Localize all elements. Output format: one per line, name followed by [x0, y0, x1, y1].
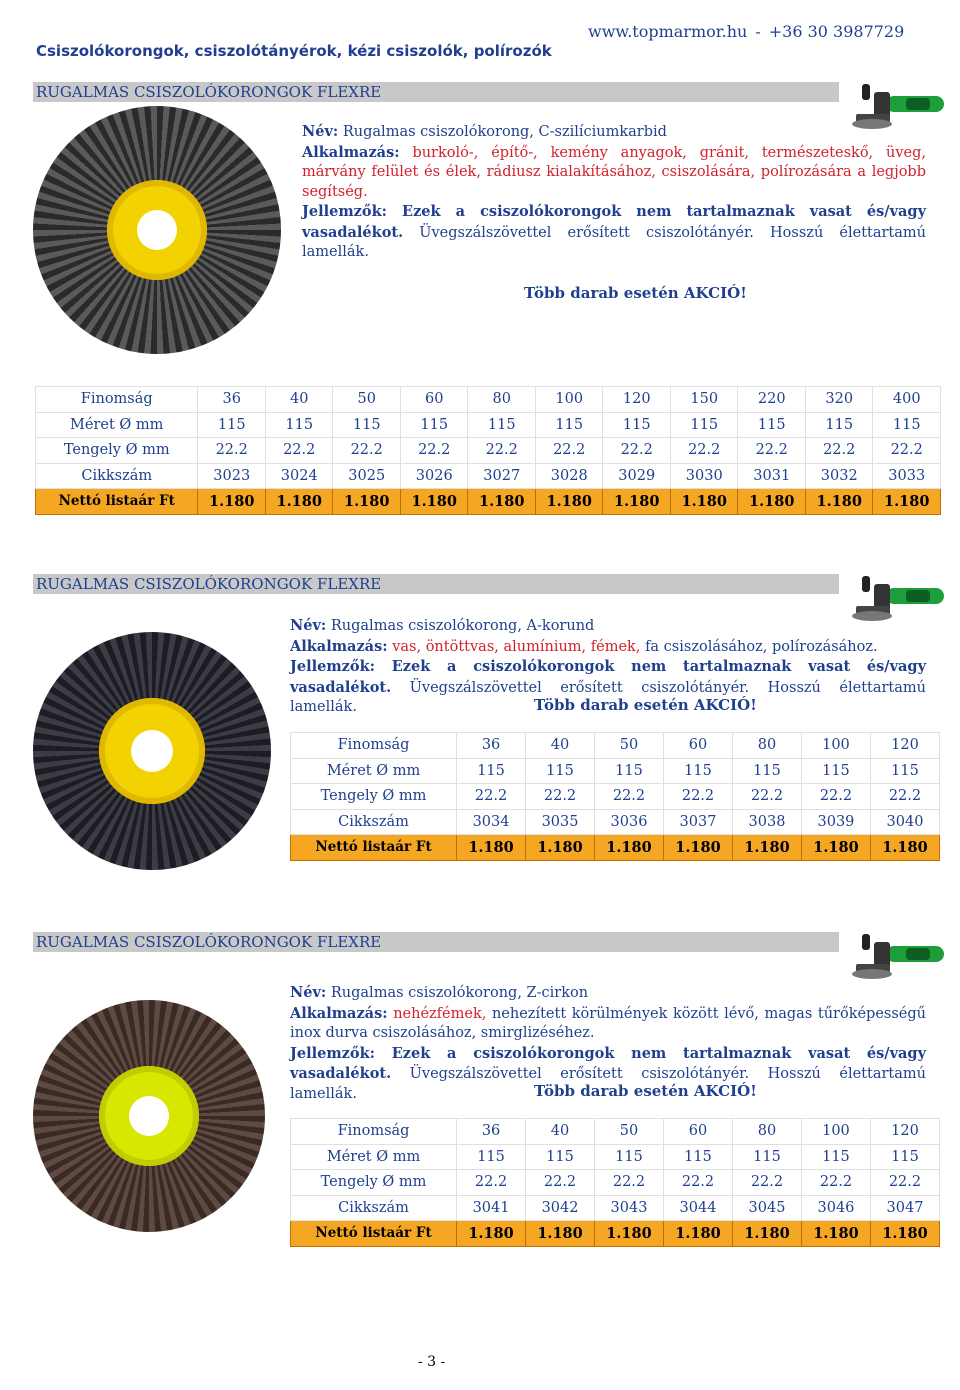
disc-hole	[131, 730, 173, 772]
table-cell: 3040	[870, 809, 939, 835]
table-cell: 3026	[400, 463, 468, 489]
table-cell: 1.180	[805, 489, 873, 515]
table-row-size	[36, 412, 941, 438]
table-cell: 40	[526, 1119, 595, 1145]
table-cell: 1.180	[198, 489, 266, 515]
table-cell: 115	[732, 1144, 801, 1170]
table-cell: 3045	[732, 1195, 801, 1221]
table-cell: 60	[664, 1119, 733, 1145]
table-cell: 115	[457, 758, 526, 784]
features-label: Jellemzők: Ezek a csiszolókorongok nem tartalmaznak vasat és/vagy vasadalékot.	[290, 658, 926, 696]
table-cell: 3031	[738, 463, 806, 489]
table-cell: 22.2	[526, 1170, 595, 1196]
table-cell: 1.180	[603, 489, 671, 515]
page-number: - 3 -	[418, 1354, 446, 1370]
table-cell: 36	[457, 1119, 526, 1145]
table-cell: 3023	[198, 463, 266, 489]
table-cell: 3036	[595, 809, 664, 835]
contact-separator: -	[755, 22, 761, 41]
flap-disc-icon	[33, 632, 271, 870]
table-cell: 3039	[801, 809, 870, 835]
table-cell: 115	[603, 412, 671, 438]
features-text: Üvegszálszövettel erősített csiszolótányér. Hosszú élettartamú lamellák.	[302, 224, 926, 260]
table-cell: 22.2	[457, 784, 526, 810]
table-cell: 1.180	[870, 835, 939, 861]
table-row-arbor	[36, 438, 941, 464]
table-cell: 3042	[526, 1195, 595, 1221]
table-cell: 60	[664, 733, 733, 759]
table-cell: 80	[732, 733, 801, 759]
table-cell: 3033	[873, 463, 941, 489]
table-row-sku	[291, 809, 940, 835]
table-cell: 115	[595, 758, 664, 784]
table-cell: 115	[873, 412, 941, 438]
table-cell: 3037	[664, 809, 733, 835]
table-cell: 115	[526, 758, 595, 784]
table-row-arbor	[291, 784, 940, 810]
features-label: Jellemzők: Ezek a csiszolókorongok nem tartalmaznak vasat és/vagy vasadalékot.	[302, 203, 926, 241]
table-cell: 36	[457, 733, 526, 759]
table-cell: 3041	[457, 1195, 526, 1221]
row-label: Méret Ø mm	[36, 412, 198, 438]
table-cell: 22.2	[870, 784, 939, 810]
disc-hole	[137, 210, 177, 250]
table-cell: 1.180	[873, 489, 941, 515]
table-cell: 1.180	[664, 1221, 733, 1247]
application-label: Alkalmazás:	[290, 637, 388, 655]
table-cell: 22.2	[595, 1170, 664, 1196]
table-cell: 1.180	[801, 835, 870, 861]
table-cell: 115	[664, 758, 733, 784]
table-cell: 115	[595, 1144, 664, 1170]
table-cell: 120	[870, 1119, 939, 1145]
table-cell: 115	[333, 412, 401, 438]
table-cell: 80	[468, 387, 536, 413]
product-name: Rugalmas csiszolókorong, Z-cirkon	[330, 985, 589, 1001]
table-cell: 1.180	[595, 1221, 664, 1247]
table-cell: 115	[670, 412, 738, 438]
table-cell: 3030	[670, 463, 738, 489]
application-text: nehezített körülmények között lévő, magas tűrőképességű inox durva csiszolásához, smirglizéséhez.	[290, 1005, 927, 1041]
table-cell: 1.180	[595, 835, 664, 861]
table-cell: 50	[333, 387, 401, 413]
table-cell: 1.180	[526, 1221, 595, 1247]
table-cell: 22.2	[664, 1170, 733, 1196]
table-cell: 22.2	[333, 438, 401, 464]
table-cell: 220	[738, 387, 806, 413]
table-cell: 100	[801, 733, 870, 759]
application-text: fa csiszolásához, polírozásához.	[645, 638, 878, 655]
table-cell: 320	[805, 387, 873, 413]
row-label: Cikkszám	[36, 463, 198, 489]
table-cell: 22.2	[738, 438, 806, 464]
table-cell: 22.2	[732, 784, 801, 810]
table-cell: 115	[664, 1144, 733, 1170]
table-cell: 22.2	[873, 438, 941, 464]
promo-text: Több darab esetén AKCIÓ!	[534, 696, 757, 714]
phone-number: +36 30 3987729	[768, 22, 905, 41]
row-label: Cikkszám	[291, 1195, 457, 1221]
row-label: Cikkszám	[291, 809, 457, 835]
table-cell: 1.180	[265, 489, 333, 515]
features-text: Üvegszálszövettel erősített csiszolótányér. Hosszú élettartamú lamellák.	[290, 1066, 926, 1102]
table-cell: 1.180	[801, 1221, 870, 1247]
table-row-price	[36, 489, 941, 515]
table-row-arbor	[291, 1170, 940, 1196]
angle-grinder-icon	[848, 928, 948, 984]
name-label: Név:	[290, 984, 327, 1001]
table-cell: 22.2	[526, 784, 595, 810]
table-cell: 1.180	[333, 489, 401, 515]
features-label: Jellemzők: Ezek a csiszolókorongok nem tartalmaznak vasat és/vagy vasadalékot.	[290, 1044, 926, 1082]
section-band-1: RUGALMAS CSISZOLÓKORONGOK FLEXRE	[33, 82, 839, 102]
table-cell: 22.2	[801, 784, 870, 810]
table-cell: 3028	[535, 463, 603, 489]
promo-text: Több darab esetén AKCIÓ!	[524, 284, 747, 302]
table-cell: 115	[870, 758, 939, 784]
table-cell: 22.2	[801, 1170, 870, 1196]
table-cell: 22.2	[670, 438, 738, 464]
disc-hole	[129, 1096, 169, 1136]
table-cell: 150	[670, 387, 738, 413]
row-label: Tengely Ø mm	[291, 1170, 457, 1196]
table-cell: 115	[265, 412, 333, 438]
product-name: Rugalmas csiszolókorong, A-korund	[330, 618, 595, 634]
section-band-3: RUGALMAS CSISZOLÓKORONGOK FLEXRE	[33, 932, 839, 952]
name-label: Név:	[290, 617, 327, 634]
table-cell: 100	[535, 387, 603, 413]
table-cell: 50	[595, 1119, 664, 1145]
table-cell: 3038	[732, 809, 801, 835]
table-cell: 1.180	[870, 1221, 939, 1247]
table-cell: 120	[870, 733, 939, 759]
product-description-1	[302, 122, 926, 263]
table-cell: 120	[603, 387, 671, 413]
product-name: Rugalmas csiszolókorong, C-szilíciumkarbid	[342, 124, 667, 140]
table-cell: 80	[732, 1119, 801, 1145]
table-cell: 22.2	[468, 438, 536, 464]
row-label: Tengely Ø mm	[291, 784, 457, 810]
flap-disc-icon	[33, 1000, 265, 1232]
application-text-red: nehézfémek,	[393, 1005, 487, 1022]
row-label: Finomság	[291, 733, 457, 759]
table-cell: 1.180	[664, 835, 733, 861]
table-cell: 3029	[603, 463, 671, 489]
row-label: Nettó listaár Ft	[36, 489, 198, 515]
table-cell: 40	[526, 733, 595, 759]
table-cell: 50	[595, 733, 664, 759]
table-cell: 115	[801, 758, 870, 784]
table-cell: 115	[526, 1144, 595, 1170]
page-title: Csiszolókorongok, csiszolótányérok, kézi csiszolók, polírozók	[36, 42, 552, 60]
table-cell: 3034	[457, 809, 526, 835]
table-cell: 1.180	[670, 489, 738, 515]
table-cell: 1.180	[732, 1221, 801, 1247]
table-cell: 22.2	[870, 1170, 939, 1196]
table-cell: 115	[198, 412, 266, 438]
table-cell: 1.180	[535, 489, 603, 515]
table-row-size	[291, 758, 940, 784]
table-cell: 3025	[333, 463, 401, 489]
application-label: Alkalmazás:	[290, 1004, 388, 1022]
table-cell: 60	[400, 387, 468, 413]
table-cell: 36	[198, 387, 266, 413]
table-row-price	[291, 835, 940, 861]
promo-text: Több darab esetén AKCIÓ!	[534, 1082, 757, 1100]
spec-table-1	[35, 386, 941, 515]
spec-table-3	[290, 1118, 940, 1247]
application-label: Alkalmazás:	[302, 143, 400, 161]
table-cell: 22.2	[265, 438, 333, 464]
table-row-grit	[291, 733, 940, 759]
features-text: Üvegszálszövettel erősített csiszolótányér. Hosszú élettartamú lamellák.	[290, 679, 926, 715]
table-cell: 3024	[265, 463, 333, 489]
table-cell: 3046	[801, 1195, 870, 1221]
table-row-grit	[291, 1119, 940, 1145]
name-label: Név:	[302, 123, 339, 140]
table-cell: 1.180	[526, 835, 595, 861]
row-label: Finomság	[291, 1119, 457, 1145]
table-cell: 115	[801, 1144, 870, 1170]
flap-disc-icon	[33, 106, 281, 354]
row-label: Finomság	[36, 387, 198, 413]
table-cell: 22.2	[664, 784, 733, 810]
table-cell: 3043	[595, 1195, 664, 1221]
table-cell: 22.2	[198, 438, 266, 464]
table-cell: 400	[873, 387, 941, 413]
spec-table-2	[290, 732, 940, 861]
row-label: Tengely Ø mm	[36, 438, 198, 464]
table-cell: 115	[870, 1144, 939, 1170]
table-cell: 1.180	[738, 489, 806, 515]
table-cell: 115	[805, 412, 873, 438]
table-cell: 22.2	[595, 784, 664, 810]
table-row-grit	[36, 387, 941, 413]
table-cell: 40	[265, 387, 333, 413]
table-cell: 22.2	[603, 438, 671, 464]
row-label: Méret Ø mm	[291, 758, 457, 784]
table-cell: 3047	[870, 1195, 939, 1221]
row-label: Nettó listaár Ft	[291, 835, 457, 861]
table-cell: 115	[468, 412, 536, 438]
table-cell: 3044	[664, 1195, 733, 1221]
table-cell: 115	[535, 412, 603, 438]
table-cell: 22.2	[400, 438, 468, 464]
table-cell: 3032	[805, 463, 873, 489]
table-row-sku	[291, 1195, 940, 1221]
row-label: Nettó listaár Ft	[291, 1221, 457, 1247]
table-cell: 115	[732, 758, 801, 784]
table-cell: 22.2	[805, 438, 873, 464]
table-row-sku	[36, 463, 941, 489]
table-cell: 100	[801, 1119, 870, 1145]
table-cell: 115	[738, 412, 806, 438]
contact-line	[588, 22, 904, 41]
row-label: Méret Ø mm	[291, 1144, 457, 1170]
application-text-red: vas, öntöttvas, alumínium, fémek,	[392, 638, 641, 655]
table-cell: 115	[400, 412, 468, 438]
table-row-price	[291, 1221, 940, 1247]
table-cell: 22.2	[732, 1170, 801, 1196]
application-text: burkoló-, építő-, kemény anyagok, gránit, természeteskő, üveg, márvány felület és élek, rádiusz kialakításához, csiszolására, polírozására a legjobb segítség.	[302, 144, 927, 200]
table-cell: 1.180	[468, 489, 536, 515]
table-cell: 1.180	[732, 835, 801, 861]
table-cell: 3027	[468, 463, 536, 489]
table-cell: 1.180	[400, 489, 468, 515]
table-cell: 3035	[526, 809, 595, 835]
section-band-2: RUGALMAS CSISZOLÓKORONGOK FLEXRE	[33, 574, 839, 594]
table-cell: 115	[457, 1144, 526, 1170]
table-cell: 22.2	[535, 438, 603, 464]
table-cell: 1.180	[457, 1221, 526, 1247]
website-link[interactable]: www.topmarmor.hu	[588, 22, 748, 41]
table-cell: 22.2	[457, 1170, 526, 1196]
table-cell: 1.180	[457, 835, 526, 861]
table-row-size	[291, 1144, 940, 1170]
